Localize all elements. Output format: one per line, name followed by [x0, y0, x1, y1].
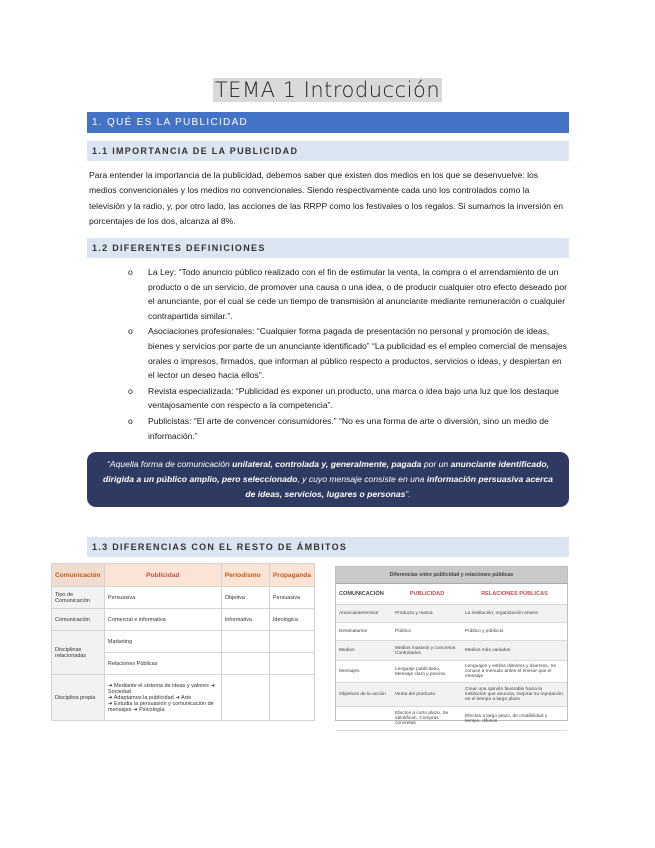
comparison-table-right [335, 566, 568, 726]
definition-text: La Ley: “Todo anuncio público realizado con el fin de estimular la venta, la compra o el arrendamiento de un producto o de un servicio, de promover una causa o una idea, o de producir cualquier otro efecto deseado por el anunciante, por el cual se cede un tiempo de transmisión al anunciante mediante remuneración o cualquier contrapartida similar.”. [148, 267, 567, 321]
table-cell: Público y públicos [462, 623, 567, 641]
table-header-row [52, 564, 315, 587]
table-cell: Producto y marca [392, 605, 462, 623]
table-cell [336, 707, 392, 731]
table-cell: Venta del producto [392, 683, 462, 707]
table-row [52, 587, 315, 609]
section-1-heading: 1. QUÉ ES LA PUBLICIDAD [87, 112, 569, 133]
table-cell: La institución, organización entera [462, 605, 567, 623]
quote-bold: unilateral, controlada y, generalmente, pagada [232, 459, 422, 469]
table-cell: Comunicación [52, 609, 105, 631]
table-cell: Anunciante/emisor [336, 605, 392, 623]
table-cell: Lenguajes y estilos distintos y diversos, Se conoce a menudo antes el emisor que el mensaje [462, 661, 567, 683]
table-row [336, 605, 567, 623]
section-1-2-heading: 1.2 DIFERENTES DEFINICIONES [87, 238, 569, 258]
table-cell: Mensajes [336, 661, 392, 683]
table-row [52, 609, 315, 631]
table-cell: Crear una opinión favorable hacia la institución que anuncia, mejorar su reputación en el tiempo a largo plazo [462, 683, 567, 707]
page-title: TEMA 1 Introducción [214, 78, 441, 102]
table-cell: ➜ Mediante el sistema de ideas y valores ➜ Sociedad ➜ Adaptamos la publicidad ➜ Arte ➜ Estudia la persuasión y comunicación de mensajes ➜ Psicología [104, 675, 221, 721]
table-row [336, 707, 567, 731]
quote-bold: información persuasiva acerca de ideas, servicios, lugares o personas [245, 474, 553, 499]
table-header: COMUNICACIÓN [336, 584, 392, 605]
table-header: Periodismo [221, 564, 269, 587]
table-row [336, 623, 567, 641]
table-cell: Relaciones Públicas [104, 653, 221, 675]
table-cell: Ideológica [269, 609, 314, 631]
table-cell: Objetivos de la acción [336, 683, 392, 707]
table-header: PUBLICIDAD [392, 584, 462, 605]
definition-text: Publicistas: “El arte de convencer consumidores.” “No es una forma de arte o diversión, sino un medio de información.” [148, 415, 549, 441]
table-cell: Disciplinas relacionadas [52, 631, 105, 675]
quote-part: ”. [405, 489, 411, 499]
definition-quote-box [87, 452, 569, 507]
definitions-list [128, 265, 570, 444]
quote-part: , y cuyo mensaje consiste en una [297, 474, 427, 484]
table-cell: Persuasiva [104, 587, 221, 609]
section-1-1-heading: 1.1 IMPORTANCIA DE LA PUBLICIDAD [87, 141, 569, 161]
table-header: RELACIONES PÚBLICAS [462, 584, 567, 605]
page-title-wrap [0, 78, 655, 102]
section-1-3-heading: 1.3 DIFERENCIAS CON EL RESTO DE ÁMBITOS [87, 537, 569, 557]
table-cell: Medios masivos y concretos Controlados [392, 641, 462, 661]
definition-item [128, 324, 570, 382]
definition-item [128, 384, 570, 413]
table-cell: Persuasiva [269, 587, 314, 609]
table-cell: Objetiva [221, 587, 269, 609]
table-cell: Comercial e informativa [104, 609, 221, 631]
table-row [336, 641, 567, 661]
quote-bold: anunciante identificado, dirigida a un público amplio, pero seleccionado [103, 459, 549, 484]
table-cell: Destinatarios [336, 623, 392, 641]
table-cell: Informativa [221, 609, 269, 631]
table-row [336, 683, 567, 707]
table-cell [221, 675, 269, 721]
table-row [336, 661, 567, 683]
definition-item [128, 265, 570, 323]
table-row [52, 675, 315, 721]
quote-part: “Aquella forma de comunicación [107, 459, 233, 469]
table-cell [269, 653, 314, 675]
table-cell: Efectos a largo plazo, de credibilidad y tiempo, difusos [462, 707, 567, 731]
table-cell: Lenguaje publicitario, Mensaje claro y preciso [392, 661, 462, 683]
table-cell: Medios [336, 641, 392, 661]
table-cell: Marketing [104, 631, 221, 653]
table-cell [221, 631, 269, 653]
quote-part: por un [421, 459, 451, 469]
comparison-table-left [51, 563, 315, 721]
table-cell: Efectos a corto plazo, Se identifican, Compras concretas [392, 707, 462, 731]
table-caption: Diferencias entre publicidad y relaciones públicas [336, 567, 567, 584]
definition-item [128, 414, 570, 443]
table-header: Publicidad [104, 564, 221, 587]
table-row [52, 631, 315, 653]
table-cell [269, 675, 314, 721]
table-cell: Disciplina propia [52, 675, 105, 721]
bullet: o [128, 267, 133, 277]
bullet: o [128, 385, 133, 396]
table-header: Comunicación [52, 564, 105, 587]
importance-paragraph: Para entender la importancia de la publicidad, debemos saber que existen dos medios en los que se desenvuelve: los medios convencionales y los medios no convencionales. Siendo respectivamente cada uno los controlados como la televisión y la radio, y, por otro lado, las acciones de las RRPP como los festivales o los regalos. Si sumamos la inversión en porcentajes de los dos, alcanza al 8%. [89, 170, 563, 226]
definition-text: Revista especializada: “Publicidad es exponer un producto, una marca o idea bajo una luz que los destaque ventajosamente con respecto a la competencia”. [148, 385, 559, 411]
table-cell [269, 631, 314, 653]
table-header-row [336, 584, 567, 605]
definition-text: Asociaciones profesionales: “Cualquier forma pagada de presentación no personal y promoción de ideas, bienes y servicios por parte de un anunciante identificado” “La publicidad es el empleo comercial de mensajes orales o impresos, firmados, que informan al público respecto a productos, servicios o ideas, y despiertan en el lector un deseo hacia ellos”. [148, 326, 567, 381]
bullet: o [128, 415, 133, 426]
table-cell [221, 653, 269, 675]
table-cell: Medios más variados [462, 641, 567, 661]
table-cell: Tipo de Comunicación [52, 587, 105, 609]
table-cell: Público [392, 623, 462, 641]
bullet: o [128, 326, 133, 337]
table-header: Propaganda [269, 564, 314, 587]
